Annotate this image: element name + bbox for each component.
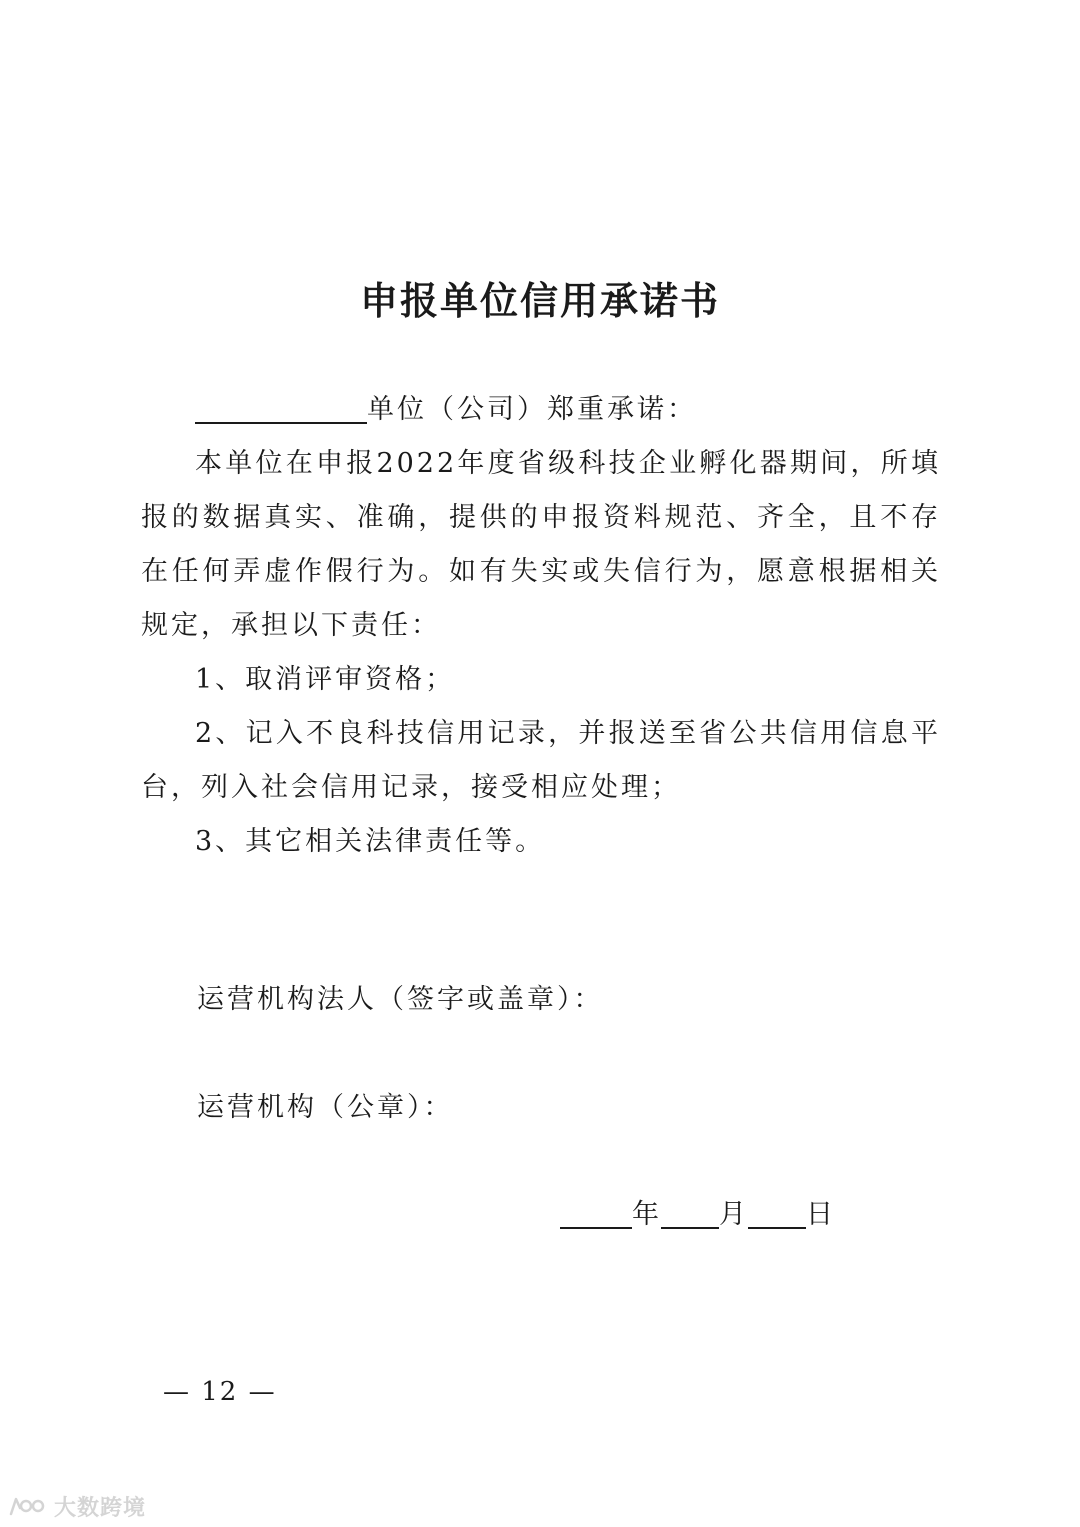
month-blank[interactable]: [661, 1195, 719, 1229]
main-paragraph: 本单位在申报2022年度省级科技企业孵化器期间，所填报的数据真实、准确，提供的申报资料规范、齐全，且不存在任何弄虚作假行为。如有失实或失信行为，愿意根据相关规定，承担以下责任：: [141, 448, 941, 641]
list-item: 3、其它相关法律责任等。: [195, 826, 546, 857]
day-label: 日: [806, 1199, 835, 1230]
watermark-logo-icon: [8, 1494, 48, 1518]
date-line: [560, 1195, 835, 1235]
document-body: [141, 383, 941, 869]
page-number: — 12 —: [163, 1377, 277, 1407]
day-blank[interactable]: [748, 1195, 806, 1229]
year-label: 年: [632, 1199, 661, 1230]
document-title: 申报单位信用承诺书: [359, 278, 720, 323]
list-item: 1、取消评审资格；: [195, 664, 456, 695]
list-item: 2、记入不良科技信用记录，并报送至省公共信用信息平台，列入社会信用记录，接受相应处理；: [141, 718, 941, 803]
watermark: [8, 1491, 146, 1521]
organization-seal-label: 运营机构（公章）：: [197, 1092, 454, 1123]
year-blank[interactable]: [560, 1195, 632, 1229]
month-label: 月: [719, 1199, 748, 1230]
watermark-text: 大数跨境: [54, 1495, 147, 1521]
opening-text: 单位（公司）郑重承诺：: [367, 394, 697, 425]
opening-line: [141, 383, 941, 437]
legal-person-signature-label: 运营机构法人（签字或盖章）：: [197, 984, 604, 1015]
company-name-blank[interactable]: [195, 390, 367, 424]
